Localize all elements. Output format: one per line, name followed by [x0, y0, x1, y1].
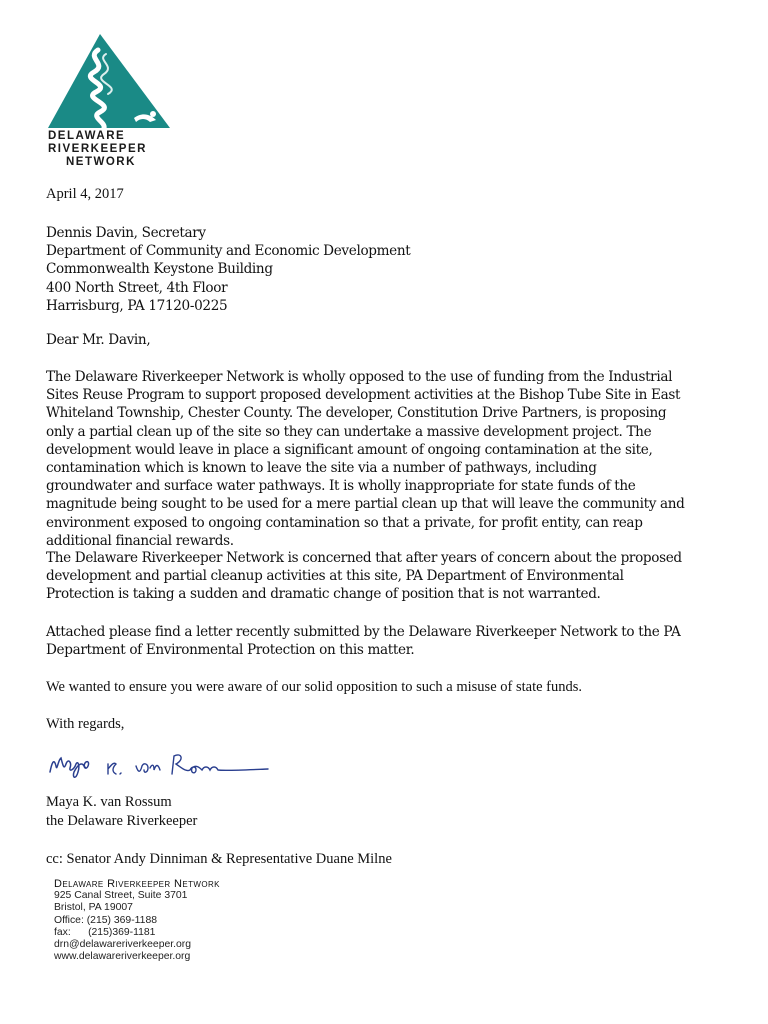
- signer-title: the Delaware Riverkeeper: [46, 813, 198, 829]
- body-paragraph-4: We wanted to ensure you were aware of our solid opposition to such a misuse of state funds.: [46, 679, 583, 695]
- recipient-line: 400 North Street, 4th Floor: [46, 279, 228, 296]
- footer-address-line1: 925 Canal Street, Suite 3701: [54, 890, 188, 902]
- organization-logo: [46, 32, 174, 168]
- salutation: Dear Mr. Davin,: [46, 332, 151, 348]
- triangle-river-logo-icon: [46, 32, 174, 132]
- footer-office-phone: Office: (215) 369-1188: [54, 914, 158, 926]
- handwritten-signature: [44, 744, 274, 784]
- body-paragraph-1: The Delaware Riverkeeper Network is wholly opposed to the use of funding from the Industrial Sites Reuse Program to support proposed development activities at the Bishop Tube Site in East Whiteland Township, Chester County. The developer, Constitution Drive Partners, is proposing only a partial clean up of the site so they can undertake a massive development project. The development would leave in place a significant amount of ongoing contamination at the site, contamination which is known to leave the site via a number of pathways, including groundwater and surface water pathways. It is wholly inappropriate for state funds of the magnitude being sought to be used for a mere partial clean up that will leave the community and environment exposed to ongoing contamination so that a private, for profit entity, can reap additional financial rewards.: [46, 369, 685, 549]
- footer-website-link[interactable]: www.delawareriverkeeper.org: [54, 951, 191, 963]
- recipient-address: [46, 224, 410, 315]
- closing: With regards,: [46, 716, 125, 732]
- footer-contact: [54, 878, 220, 963]
- letter-date: April 4, 2017: [46, 186, 124, 202]
- recipient-line: Harrisburg, PA 17120-0225: [46, 297, 228, 314]
- footer-address-line2: Bristol, PA 19007: [54, 902, 133, 914]
- logo-text-line2: RIVERKEEPER: [48, 143, 147, 155]
- recipient-line: Commonwealth Keystone Building: [46, 261, 273, 278]
- footer-email-link[interactable]: drn@delawareriverkeeper.org: [54, 939, 192, 951]
- footer-fax: fax: (215)369-1181: [54, 926, 156, 938]
- body-paragraph-2: The Delaware Riverkeeper Network is concerned that after years of concern about the proposed development and partial cleanup activities at this site, PA Department of Environmental Protection is taking a sudden and dramatic change of position that is not warranted.: [46, 550, 682, 603]
- recipient-line: Dennis Davin, Secretary: [46, 225, 206, 241]
- body-paragraph-3: Attached please find a letter recently submitted by the Delaware Riverkeeper Network to the PA Department of Environmental Protection on this matter.: [46, 624, 681, 659]
- logo-text-line3: NETWORK: [66, 156, 136, 168]
- logo-text-line1: DELAWARE: [48, 130, 126, 142]
- signer-name: Maya K. van Rossum: [46, 794, 172, 810]
- footer-org-name: Delaware Riverkeeper Network: [54, 878, 220, 890]
- signature-icon: [44, 744, 274, 784]
- recipient-line: Department of Community and Economic Development: [46, 243, 411, 260]
- cc-line: cc: Senator Andy Dinniman & Representative Duane Milne: [46, 851, 392, 867]
